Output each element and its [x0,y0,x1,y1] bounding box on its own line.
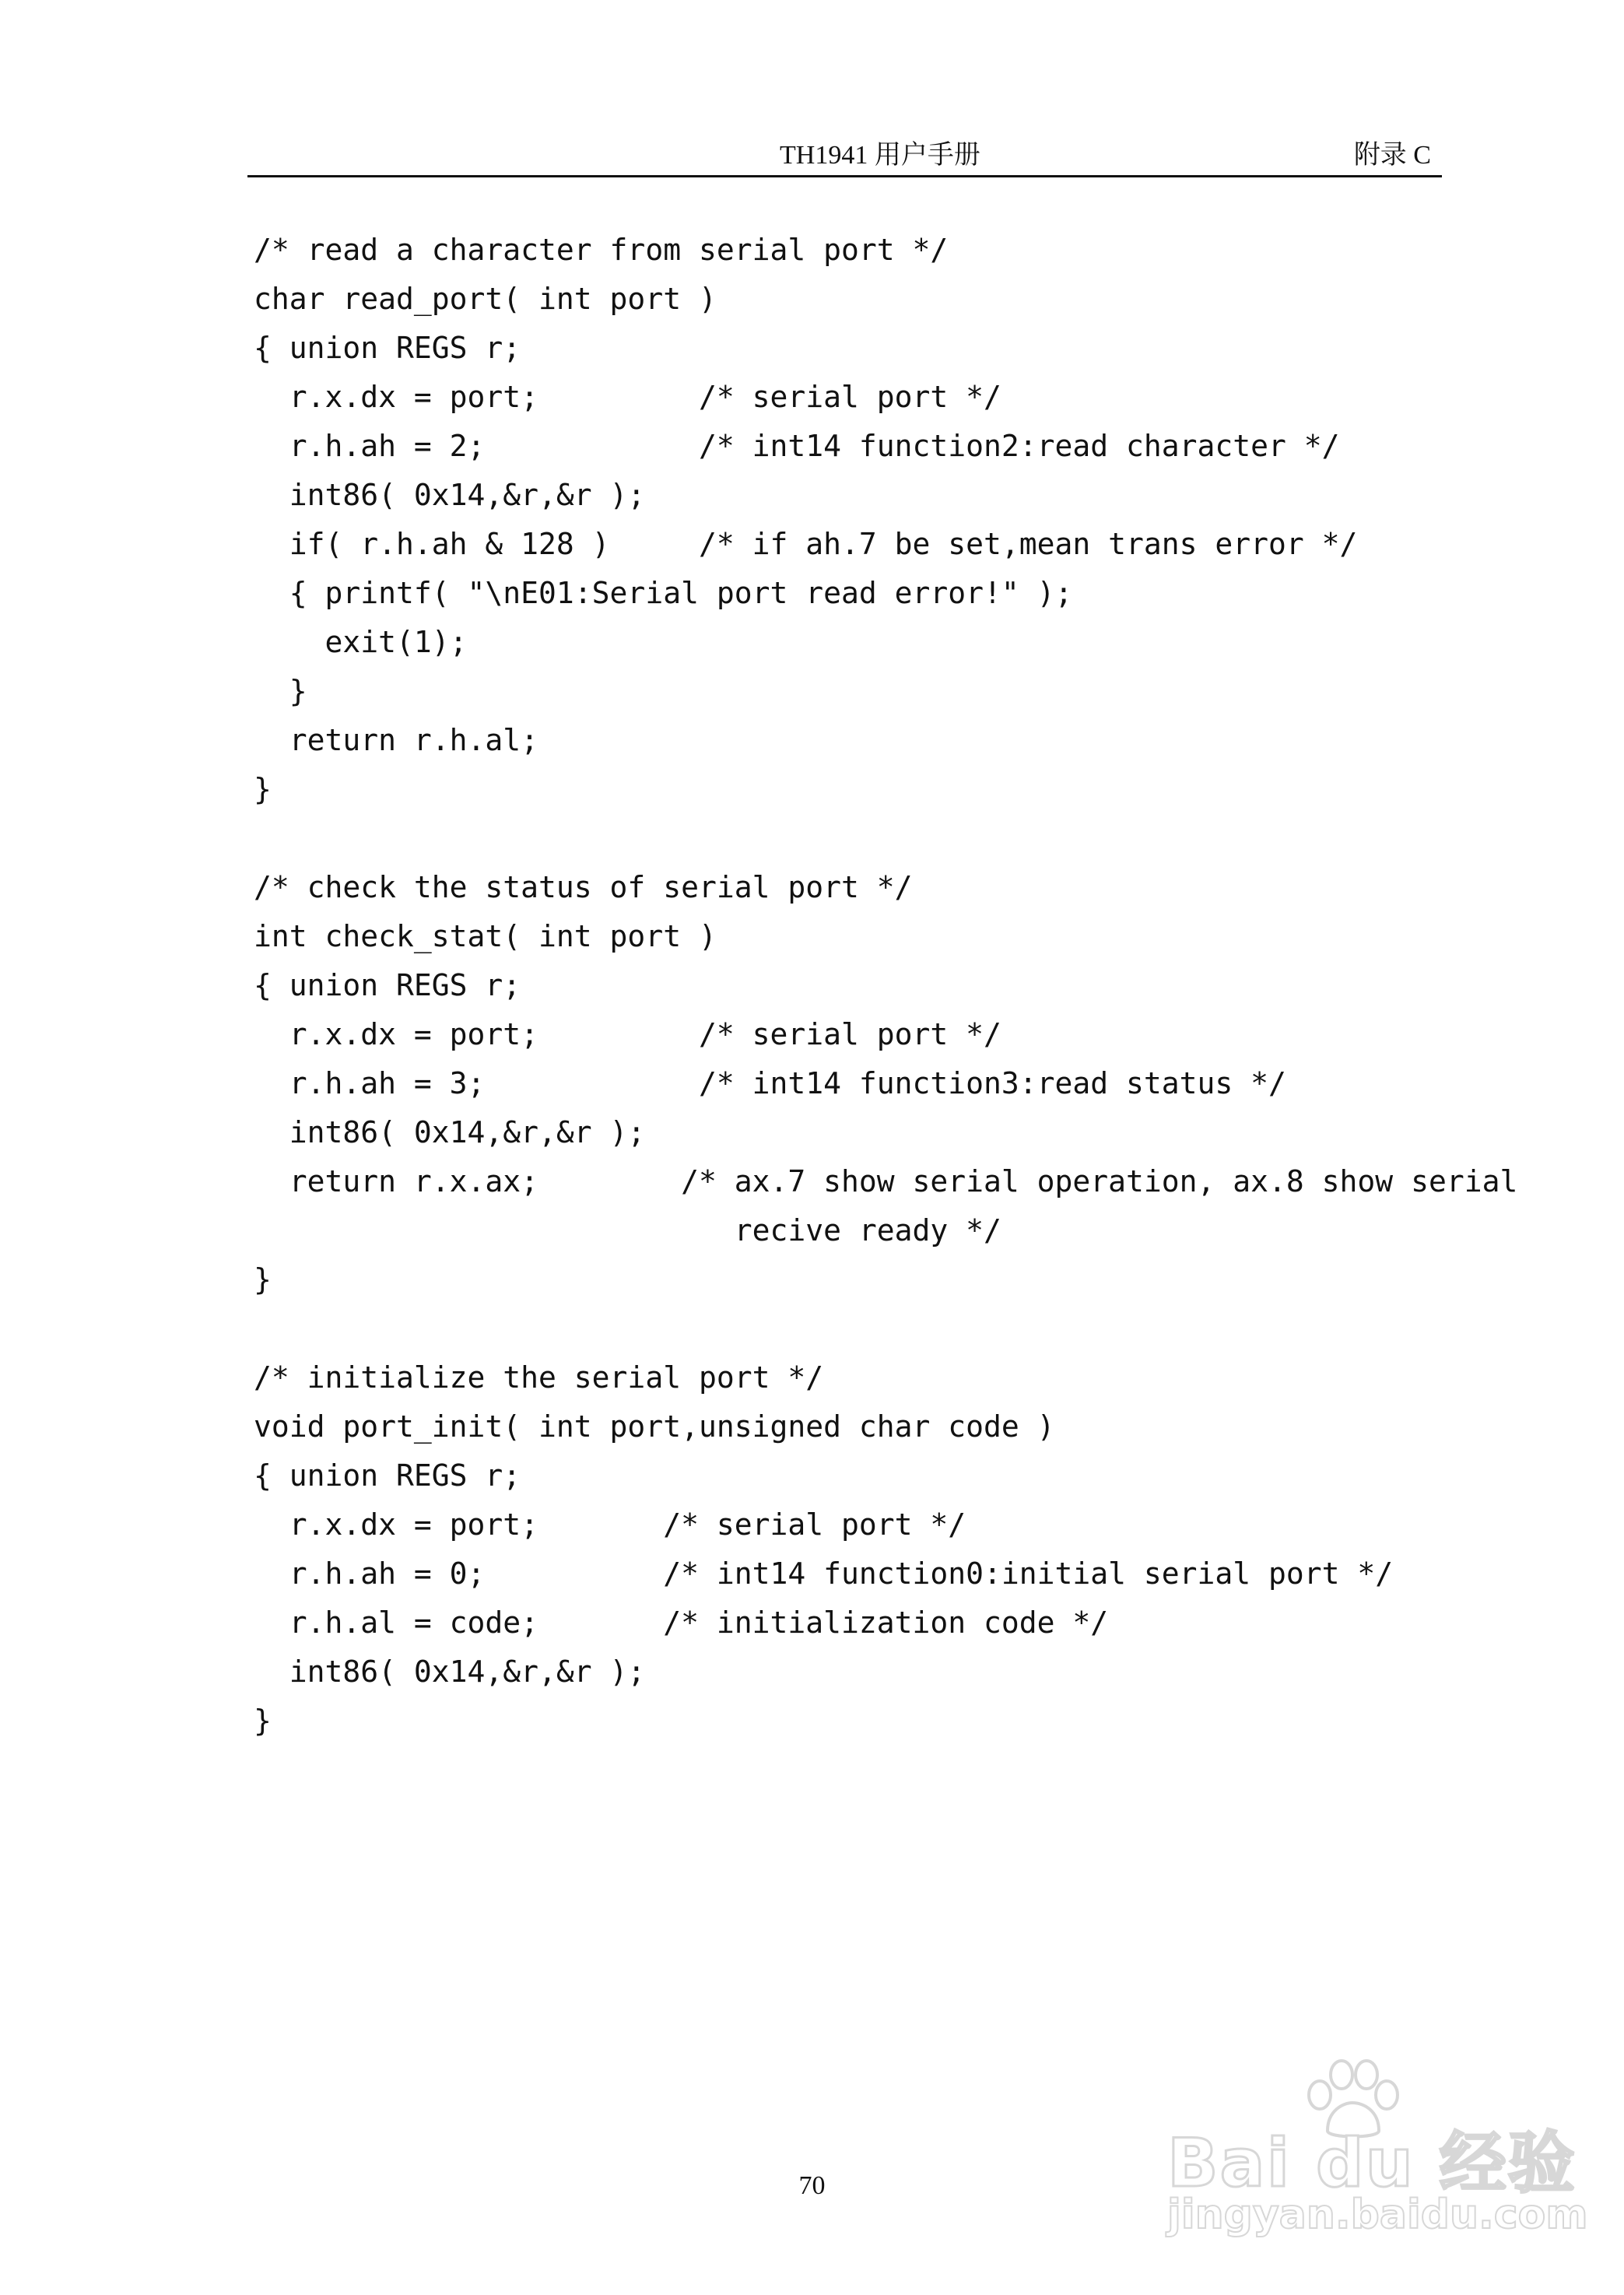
code-line: /* check the status of serial port */ [254,870,913,904]
code-line: /* read a character from serial port */ [254,233,949,267]
code-line: return r.h.al; [254,723,539,757]
code-line: recive ready */ [254,1213,1001,1248]
code-line: /* initialize the serial port */ [254,1360,824,1395]
code-line: r.h.ah = 3; /* int14 function3:read status */ [254,1066,1286,1100]
code-line: int check_stat( int port ) [254,919,717,953]
watermark-url: jingyan.baidu.com [1167,2191,1588,2238]
code-line: char read_port( int port ) [254,282,717,316]
code-line: r.h.al = code; /* initialization code */ [254,1605,1109,1640]
code-line: r.h.ah = 0; /* int14 function0:initial serial port */ [254,1556,1394,1591]
baidu-jingyan-watermark [1152,2055,1588,2249]
code-line: int86( 0x14,&r,&r ); [254,1655,646,1689]
appendix-label: 附录 C [1353,141,1431,170]
page-header [247,128,1442,177]
code-line: r.x.dx = port; /* serial port */ [254,380,1001,414]
code-line: return r.x.ax; /* ax.7 show serial operation, ax.8 show serial [254,1164,1518,1198]
page-number: 70 [798,2171,826,2200]
code-line: r.x.dx = port; /* serial port */ [254,1507,966,1542]
code-line: { union REGS r; [254,968,521,1002]
code-line: { union REGS r; [254,1458,521,1493]
code-listing [254,226,1518,1746]
code-line: } [254,674,307,708]
code-line: r.x.dx = port; /* serial port */ [254,1017,1001,1051]
code-line: exit(1); [254,625,468,659]
code-line: } [254,1262,272,1297]
code-line: } [254,772,272,806]
code-line: if( r.h.ah & 128 ) /* if ah.7 be set,mean trans error */ [254,527,1358,561]
code-line: { union REGS r; [254,331,521,365]
code-line: { printf( "\nE01:Serial port read error!" ); [254,576,1073,610]
code-line [254,814,1452,863]
code-line: r.h.ah = 2; /* int14 function2:read character */ [254,429,1340,463]
manual-title: TH1941 用户手册 [780,141,980,170]
code-line: } [254,1704,272,1738]
code-line: int86( 0x14,&r,&r ); [254,478,646,512]
code-line: int86( 0x14,&r,&r ); [254,1115,646,1149]
code-line: void port_init( int port,unsigned char code ) [254,1409,1055,1444]
code-line [254,1304,1452,1353]
watermark-brand: Bai du 经验 [1167,2125,1577,2202]
